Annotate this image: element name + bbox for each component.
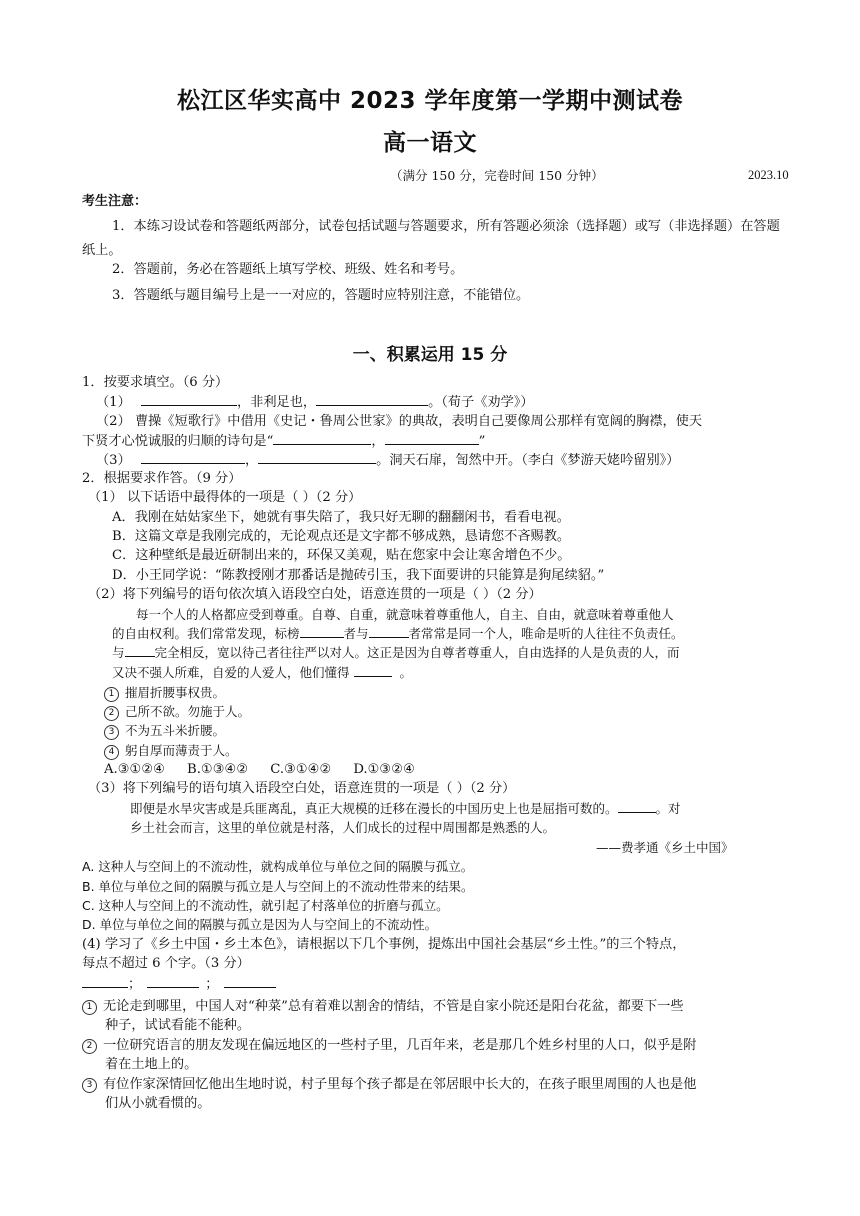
separator: ； [128,977,142,992]
notice-item-1: 1．本练习设试卷和答题纸两部分，试卷包括试题与答题要求，所有答题必须涂（选择题）或写（非选择题）在答题纸上。 [82,219,780,258]
passage-text: 完全相反，宽以待己者往往严以对人。这正是因为自尊者尊重人，自由选择的人是负责的人，而 [154,645,680,660]
circled-number: 4 [104,745,119,760]
q2-p4-example-2 [82,1036,696,1055]
q1-part2-comma: ， [371,434,385,449]
q2-p2-passage-line4 [112,663,412,682]
circled-number: 3 [104,725,119,740]
q2-p3-source: ——费孝通《乡土中国》 [596,840,734,855]
example-text: 无论走到哪里，中国人对“种菜”总有着难以割舍的情结，不管是自家小院还是阳台花盆，都要下一些 [103,999,684,1014]
circled-number: 1 [104,687,119,702]
answer-blank[interactable] [258,450,376,464]
q2-p4-example-3-cont: 们从小就看惯的。 [105,1096,211,1111]
circled-number: 1 [82,1000,97,1015]
q2-p2-item-2 [104,702,250,721]
q2-p4-example-3 [82,1075,696,1094]
q1-part2-text: 下贤才心悦诚服的归顺的诗句是“ [82,434,274,449]
notice-item-2: 2．答题前，务必在答题纸上填写学校、班级、姓名和考号。 [112,262,464,277]
choice-c: C.③①④② [270,762,332,777]
passage-text: 者与 [343,626,369,641]
q1-stem: 1．按要求填空。（6 分） [82,375,229,390]
q1-part2-line2 [82,431,485,451]
answer-blank[interactable] [618,799,656,813]
q2-p2-stem: （2）将下列编号的语句依次填入语段空白处，语意连贯的一项是（ ）（2 分） [88,587,542,602]
q2-p1-stem: （1） 以下话语中最得体的一项是（ ）（2 分） [88,490,362,505]
separator: ； [205,977,219,992]
passage-text: 。 [399,665,413,680]
q2-p2-item-4 [104,741,238,760]
q2-p2-item-3 [104,721,225,740]
subject-title: 高一语文 [383,130,477,156]
item-text: 不为五斗米折腰。 [125,723,226,738]
q1-part1-mid: ，非利足也， [236,395,317,410]
q2-stem: 2．根据要求作答。（9 分） [82,471,242,486]
q2-p1-option-b: B．这篇文章是我刚完成的，无论观点还是文字都不够成熟，恳请您不吝赐教。 [112,529,571,544]
q1-part3-num: （3） [96,453,131,468]
q2-p3-passage-line1 [130,799,681,818]
answer-blank[interactable] [385,431,479,445]
example-text: 一位研究语言的朋友发现在偏远地区的一些村子里，几百年来，老是那几个姓乡村里的人口，似乎是附 [103,1038,697,1053]
choice-d: D.①③②④ [353,762,415,777]
q2-p4-example-2-cont: 着在土地上的。 [105,1057,198,1072]
q1-part1 [96,392,534,412]
q1-part3-comma: ， [244,453,259,468]
answer-blank[interactable] [354,663,392,677]
q2-p3-option-b: B. 单位与单位之间的隔膜与孤立是人与空间上的不流动性带来的结果。 [82,879,474,894]
q2-p3-stem: （3）将下列编号的语句填入语段空白处，语意连贯的一项是（ ）（2 分） [88,781,516,796]
q2-p4-answer-line [82,974,276,994]
exam-date: 2023.10 [748,168,789,182]
answer-blank[interactable] [147,974,199,988]
passage-text: 的自由权利。我们常常发现，标榜 [112,626,300,641]
q2-p2-passage-line2 [112,624,684,643]
q2-p4-example-1 [82,997,684,1016]
q2-p3-passage-line2: 乡土社会而言，这里的单位就是村落，人们成长的过程中周围都是熟悉的人。 [130,820,556,835]
q2-p3-option-a: A. 这种人与空间上的不流动性，就构成单位与单位之间的隔膜与孤立。 [82,859,474,874]
circled-number: 3 [82,1078,97,1093]
passage-text: 。对 [655,801,681,816]
q2-p2-passage-line1: 每一个人的人格都应受到尊重。自尊、自重，就意味着尊重他人，自主、自由，就意味着尊重他人 [136,607,674,622]
answer-blank[interactable] [300,624,344,638]
passage-text: 与 [112,645,125,660]
q2-p1-option-c: C．这种壁纸是最近研制出来的，环保又美观，贴在您家中会让寒舍增色不少。 [112,548,571,563]
q1-part3-source: 。洞天石扉，訇然中开。（李白《梦游天姥吟留别》） [376,453,680,468]
answer-blank[interactable] [224,974,276,988]
exam-info-line [0,166,860,184]
q2-p4-example-1-cont: 种子，试试看能不能种。 [105,1018,251,1033]
circled-number: 2 [104,706,119,721]
item-text: 己所不欲。勿施于人。 [125,704,251,719]
q2-p2-item-1 [104,683,225,702]
q1-part1-num: （1） [96,395,131,410]
notice-heading: 考生注意： [82,194,148,209]
answer-blank[interactable] [369,624,409,638]
answer-blank[interactable] [125,643,155,657]
exam-info: （满分 150 分，完卷时间 150 分钟） [390,168,604,183]
q2-p3-option-d: D. 单位与单位之间的隔膜与孤立是因为人与空间上的不流动性。 [82,917,438,932]
answer-blank[interactable] [141,392,237,406]
q1-part2-line1: （2） 曹操《短歌行》中借用《史记・鲁周公世家》的典故，表明自己要像周公那样有宽阔的胸襟，使天 [96,414,703,429]
circled-number: 2 [82,1039,97,1054]
q2-p2-passage-line3 [112,643,680,662]
exam-title: 松江区华实高中 2023 学年度第一学期中测试卷 [176,88,684,114]
q2-p4-stem-line1: (4) 学习了《乡土中国・乡土本色》，请根据以下几个事例，提炼出中国社会基层“乡土性。”的三个特点， [82,937,686,952]
choice-b: B.①③④② [187,762,249,777]
q1-part1-source: 。（荀子《劝学》） [428,395,534,410]
q2-p1-option-d: D．小王同学说：“陈教授刚才那番话是抛砖引玉，我下面要讲的只能算是狗尾续貂。” [112,568,605,583]
item-text: 躬自厚而薄责于人。 [125,743,238,758]
q1-part3 [96,450,679,470]
choice-a: A.③①②④ [104,762,166,777]
answer-blank[interactable] [273,431,371,445]
example-text: 有位作家深情回忆他出生地时说，村子里每个孩子都是在邻居眼中长大的，在孩子眼里周围的人也是他 [103,1077,697,1092]
answer-blank[interactable] [141,450,245,464]
passage-text: 即便是水旱灾害或是兵匪离乱，真正大规模的迁移在漫长的中国历史上也是屈指可数的。 [130,801,618,816]
q2-p2-choices [104,760,437,779]
item-text: 摧眉折腰事权贵。 [125,685,226,700]
notice-item-3: 3．答题纸与题目编号上是一一对应的，答题时应特别注意，不能错位。 [112,288,530,303]
q1-part2-close: ” [478,434,486,449]
passage-text: 又决不强人所难，自爱的人爱人，他们懂得 [112,665,350,680]
q2-p4-stem-line2: 每点不超过 6 个字。（3 分） [82,956,250,971]
passage-text: 者常常是同一个人，唯命是听的人往往不负责任。 [408,626,684,641]
q2-p1-option-a: A．我刚在姑姑家坐下，她就有事失陪了，我只好无聊的翻翻闲书，看看电视。 [112,510,570,525]
answer-blank[interactable] [316,392,428,406]
answer-blank[interactable] [82,974,128,988]
q2-p3-option-c: C. 这种人与空间上的不流动性，就引起了村落单位的折磨与孤立。 [82,898,449,913]
section-title: 一、积累运用 15 分 [352,345,508,365]
